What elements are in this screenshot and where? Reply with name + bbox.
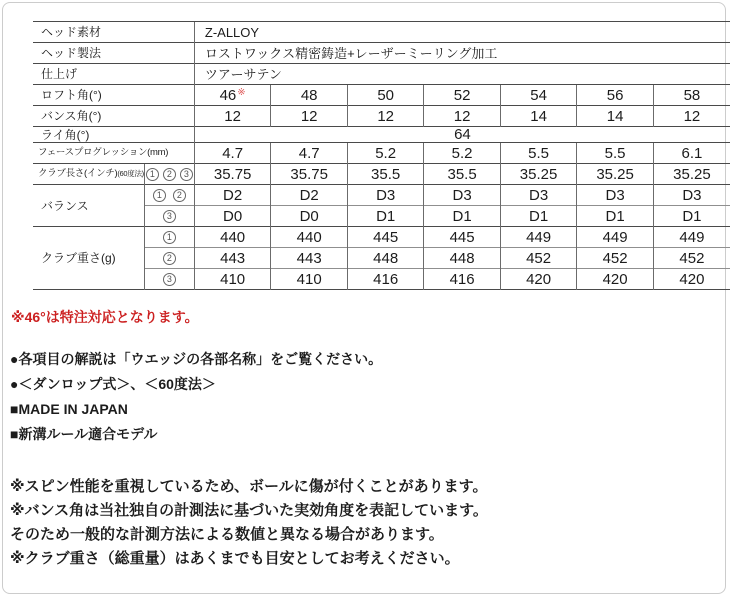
- finish-value: ツアーサテン: [194, 64, 730, 85]
- table-cell: 440: [194, 227, 271, 248]
- circled-number: 1: [163, 231, 176, 244]
- table-cell: 416: [347, 269, 423, 290]
- row-label-face-progression: フェースプログレッション(mm): [33, 143, 194, 164]
- table-cell: D3: [500, 185, 577, 206]
- sub-label-cell: [144, 248, 194, 269]
- circled-number: 1: [153, 189, 166, 202]
- row-label-lie: ライ角(°): [33, 127, 194, 143]
- row-club-length: [33, 164, 730, 185]
- table-cell: 452: [577, 248, 654, 269]
- loft-value: 46: [219, 86, 237, 104]
- table-cell: 12: [194, 106, 271, 127]
- row-label-bounce: バンス角(°): [33, 106, 194, 127]
- table-cell: 452: [500, 248, 577, 269]
- row-head-method: [33, 43, 730, 64]
- row-loft: [33, 85, 730, 106]
- caution-note-line: ※クラブ重さ（総重量）はあくまでも目安としてお考えください。: [10, 550, 460, 567]
- table-cell: D3: [653, 185, 730, 206]
- table-cell: D1: [653, 206, 730, 227]
- circled-number: 2: [163, 168, 176, 181]
- table-cell: D1: [424, 206, 500, 227]
- row-head-material: [33, 22, 730, 43]
- row-lie: [33, 127, 730, 143]
- table-cell: 56: [577, 85, 654, 106]
- table-cell: 4.7: [271, 143, 348, 164]
- lie-value: 64: [194, 127, 730, 143]
- table-cell: 35.5: [424, 164, 500, 185]
- table-cell: D1: [347, 206, 423, 227]
- table-cell: D0: [194, 206, 271, 227]
- table-cell: 5.2: [424, 143, 500, 164]
- club-length-method-label: (60度法): [117, 169, 144, 179]
- row-label-head-material: ヘッド素材: [33, 22, 194, 43]
- table-cell: 52: [424, 85, 500, 106]
- sub-label-cell: [144, 206, 194, 227]
- table-cell: D3: [577, 185, 654, 206]
- table-cell: D2: [194, 185, 271, 206]
- special-order-note: ※46°は特注対応となります。: [11, 309, 199, 325]
- row-balance-1: [33, 185, 730, 206]
- row-label-club-length: クラブ長さ(インチ)(60度法): [33, 164, 144, 185]
- sub-label-cell: [144, 269, 194, 290]
- info-note-line: ■新溝ルール適合モデル: [10, 426, 158, 442]
- table-cell: 5.5: [577, 143, 654, 164]
- table-cell: 35.25: [577, 164, 654, 185]
- table-cell: 410: [271, 269, 348, 290]
- circled-number: 2: [163, 252, 176, 265]
- info-note-line: ■MADE IN JAPAN: [10, 401, 128, 417]
- row-finish: [33, 64, 730, 85]
- row-bounce: [33, 106, 730, 127]
- info-note-line: ●各項目の解説は「ウエッジの各部名称」をご覧ください。: [10, 351, 383, 367]
- table-cell: 35.5: [347, 164, 423, 185]
- head-material-value: Z-ALLOY: [194, 22, 730, 43]
- table-cell: 443: [271, 248, 348, 269]
- table-cell: 35.75: [271, 164, 348, 185]
- row-label-balance: バランス: [33, 185, 144, 227]
- circled-number: 3: [163, 210, 176, 223]
- sub-label-cell: [144, 164, 194, 185]
- table-cell: 5.2: [347, 143, 423, 164]
- table-cell: D0: [271, 206, 348, 227]
- table-cell: 416: [424, 269, 500, 290]
- table-cell: 420: [500, 269, 577, 290]
- table-cell: 410: [194, 269, 271, 290]
- caution-note-line: ※バンス角は当社独自の計測法に基づいた実効角度を表記しています。: [10, 502, 488, 519]
- table-cell: 452: [653, 248, 730, 269]
- table-cell: D2: [271, 185, 348, 206]
- circled-number: 1: [146, 168, 159, 181]
- table-cell: 12: [653, 106, 730, 127]
- table-cell: 449: [653, 227, 730, 248]
- caution-note-line: そのため一般的な計測方法による数値と異なる場合があります。: [10, 526, 444, 543]
- info-notes: [10, 347, 382, 447]
- table-cell: D1: [577, 206, 654, 227]
- table-cell: 54: [500, 85, 577, 106]
- row-label-club-weight: クラブ重さ(g): [33, 227, 144, 290]
- special-mark: ※: [237, 86, 246, 98]
- table-cell: 440: [271, 227, 348, 248]
- table-cell: D1: [500, 206, 577, 227]
- spec-table: [33, 21, 730, 290]
- table-cell: 12: [424, 106, 500, 127]
- table-cell: 58: [653, 85, 730, 106]
- table-cell: D3: [424, 185, 500, 206]
- table-cell: 443: [194, 248, 271, 269]
- row-label-head-method: ヘッド製法: [33, 43, 194, 64]
- table-cell: 420: [577, 269, 654, 290]
- row-label-loft: ロフト角(°): [33, 85, 194, 106]
- table-cell: 14: [577, 106, 654, 127]
- table-cell: 12: [271, 106, 348, 127]
- table-cell: D3: [347, 185, 423, 206]
- caution-note-line: ※スピン性能を重視しているため、ボールに傷が付くことがあります。: [10, 478, 488, 495]
- circled-number: 2: [173, 189, 186, 202]
- table-cell: 449: [500, 227, 577, 248]
- table-cell: 449: [577, 227, 654, 248]
- table-cell: 445: [424, 227, 500, 248]
- sub-label-cell: [144, 185, 194, 206]
- table-cell: 5.5: [500, 143, 577, 164]
- circled-number: 3: [163, 273, 176, 286]
- circled-number: 3: [180, 168, 193, 181]
- table-cell: 14: [500, 106, 577, 127]
- table-cell: 6.1: [653, 143, 730, 164]
- row-label-finish: 仕上げ: [33, 64, 194, 85]
- table-cell: 35.75: [194, 164, 271, 185]
- head-method-value: ロストワックス精密鋳造+レーザーミーリング加工: [194, 43, 730, 64]
- table-cell: 445: [347, 227, 423, 248]
- table-cell: 48: [271, 85, 348, 106]
- table-cell: 35.25: [653, 164, 730, 185]
- table-cell: 35.25: [500, 164, 577, 185]
- row-weight-1: [33, 227, 730, 248]
- table-cell: [194, 85, 271, 106]
- table-cell: 4.7: [194, 143, 271, 164]
- sub-label-cell: [144, 227, 194, 248]
- table-cell: 420: [653, 269, 730, 290]
- caution-notes: [10, 475, 488, 571]
- info-note-line: ●＜ダンロップ式＞、＜60度法＞: [10, 376, 216, 392]
- table-cell: 12: [347, 106, 423, 127]
- row-face-progression: [33, 143, 730, 164]
- table-cell: 50: [347, 85, 423, 106]
- table-cell: 448: [424, 248, 500, 269]
- table-cell: 448: [347, 248, 423, 269]
